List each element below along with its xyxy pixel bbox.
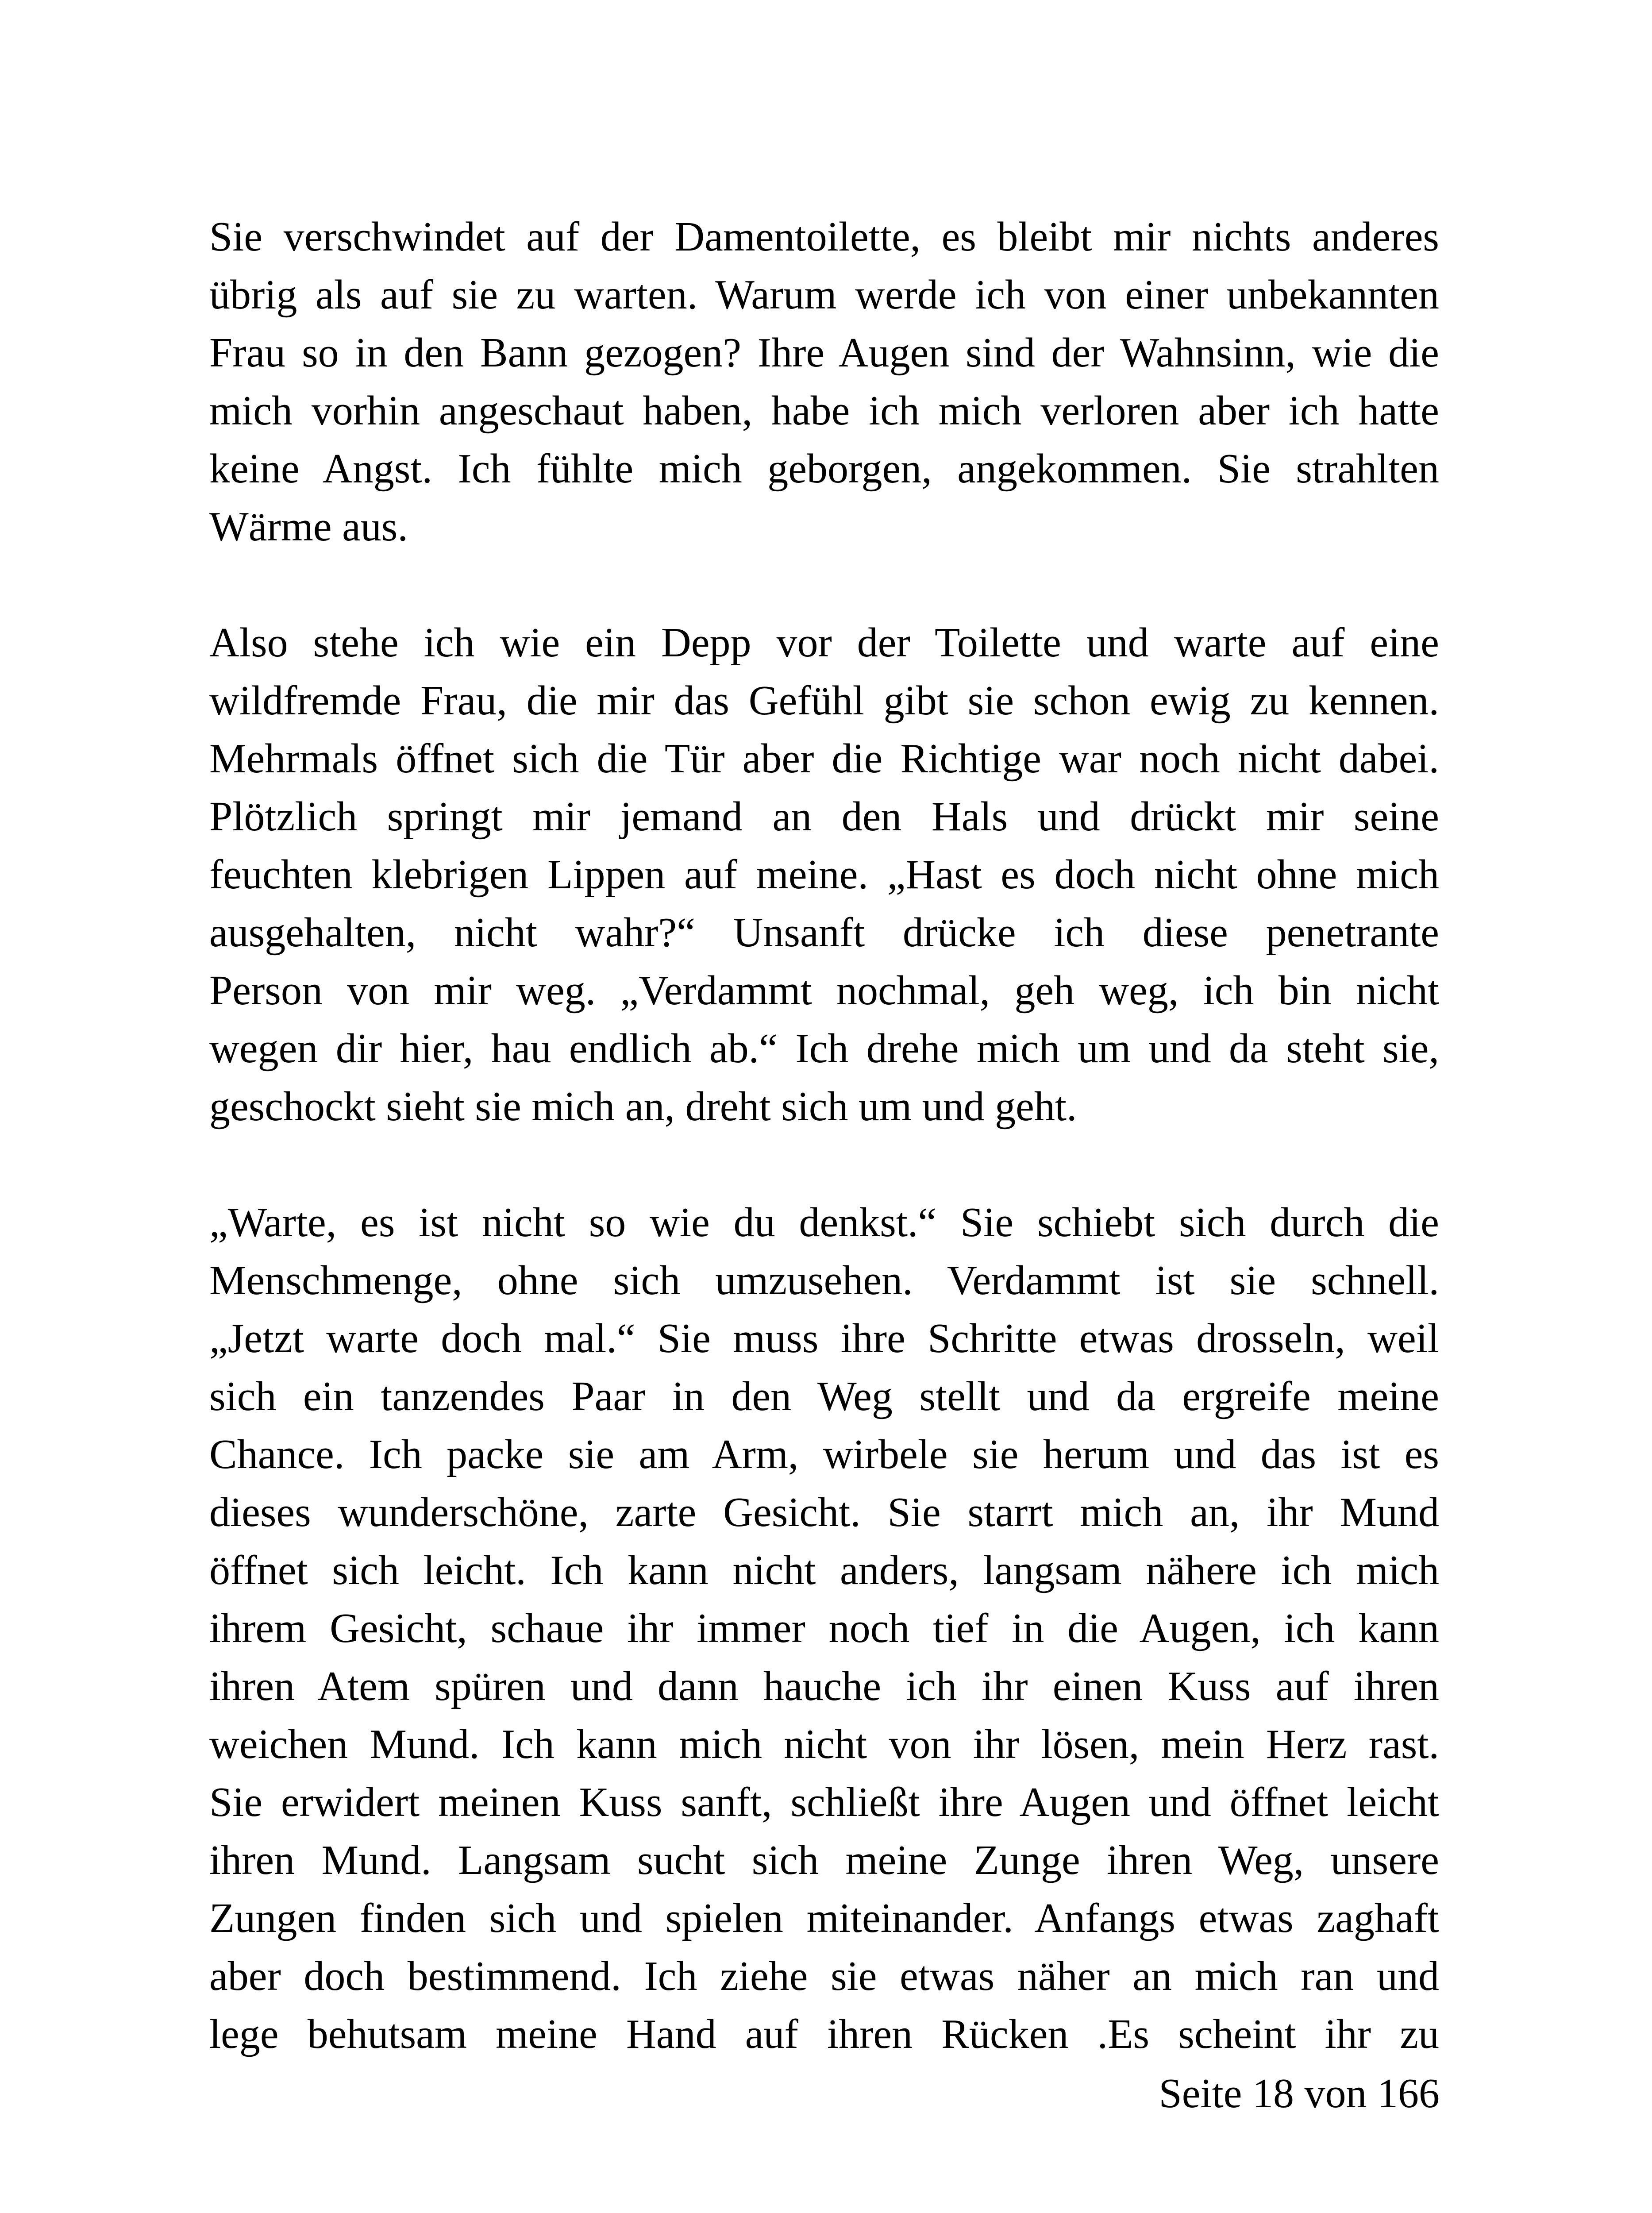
text-line: wegen dir hier, hau endlich ab.“ Ich drehe mich um und da steht sie, (209, 1026, 1439, 1072)
text-line: Wärme aus. (209, 504, 408, 550)
text-line: Sie erwidert meinen Kuss sanft, schließt ihre Augen und öffnet leicht (209, 1779, 1439, 1825)
paragraph-3 (209, 1194, 1439, 2063)
text-line: Plötzlich springt mir jemand an den Hals und drückt mir seine (209, 794, 1439, 840)
text-line: wildfremde Frau, die mir das Gefühl gibt sie schon ewig zu kennen. (209, 678, 1439, 724)
text-line: feuchten klebrigen Lippen auf meine. „Hast es doch nicht ohne mich (209, 852, 1439, 898)
text-line: Zungen finden sich und spielen miteinander. Anfangs etwas zaghaft (209, 1895, 1439, 1941)
text-line: Chance. Ich packe sie am Arm, wirbele sie herum und das ist es (209, 1431, 1439, 1477)
text-line: sich ein tanzendes Paar in den Weg stellt und da ergreife meine (209, 1373, 1439, 1419)
text-line: übrig als auf sie zu warten. Warum werde ich von einer unbekannten (209, 272, 1439, 318)
text-line: ihrem Gesicht, schaue ihr immer noch tief in die Augen, ich kann (209, 1605, 1439, 1651)
text-line: ihren Mund. Langsam sucht sich meine Zunge ihren Weg, unsere (209, 1837, 1439, 1883)
paragraph-2 (209, 614, 1439, 1136)
text-line: weichen Mund. Ich kann mich nicht von ihr lösen, mein Herz rast. (209, 1721, 1439, 1767)
text-line: ausgehalten, nicht wahr?“ Unsanft drücke ich diese penetrante (209, 910, 1439, 956)
text-line: geschockt sieht sie mich an, dreht sich um und geht. (209, 1083, 1077, 1130)
text-line: „Jetzt warte doch mal.“ Sie muss ihre Schritte etwas drosseln, weil (209, 1315, 1439, 1361)
text-line: aber doch bestimmend. Ich ziehe sie etwas näher an mich ran und (209, 1953, 1439, 1999)
text-line: Mehrmals öffnet sich die Tür aber die Richtige war noch nicht dabei. (209, 736, 1439, 782)
body-text (209, 208, 1439, 2063)
text-line: lege behutsam meine Hand auf ihren Rücken .Es scheint ihr zu (209, 2011, 1439, 2057)
text-line: dieses wunderschöne, zarte Gesicht. Sie starrt mich an, ihr Mund (209, 1489, 1439, 1535)
page-number: Seite 18 von 166 (1159, 2070, 1440, 2117)
text-line: Menschmenge, ohne sich umzusehen. Verdammt ist sie schnell. (209, 1257, 1439, 1303)
text-line: Frau so in den Bann gezogen? Ihre Augen sind der Wahnsinn, wie die (209, 330, 1439, 376)
text-line: keine Angst. Ich fühlte mich geborgen, angekommen. Sie strahlten (209, 446, 1439, 492)
text-line: öffnet sich leicht. Ich kann nicht anders, langsam nähere ich mich (209, 1547, 1439, 1593)
text-line: Person von mir weg. „Verdammt nochmal, geh weg, ich bin nicht (209, 968, 1439, 1014)
paragraph-1 (209, 208, 1439, 556)
text-line: mich vorhin angeschaut haben, habe ich mich verloren aber ich hatte (209, 388, 1439, 434)
text-line: ihren Atem spüren und dann hauche ich ihr einen Kuss auf ihren (209, 1663, 1439, 1709)
text-line: „Warte, es ist nicht so wie du denkst.“ Sie schiebt sich durch die (209, 1199, 1439, 1245)
text-line: Sie verschwindet auf der Damentoilette, es bleibt mir nichts anderes (209, 214, 1439, 260)
text-line: Also stehe ich wie ein Depp vor der Toilette und warte auf eine (209, 620, 1439, 666)
